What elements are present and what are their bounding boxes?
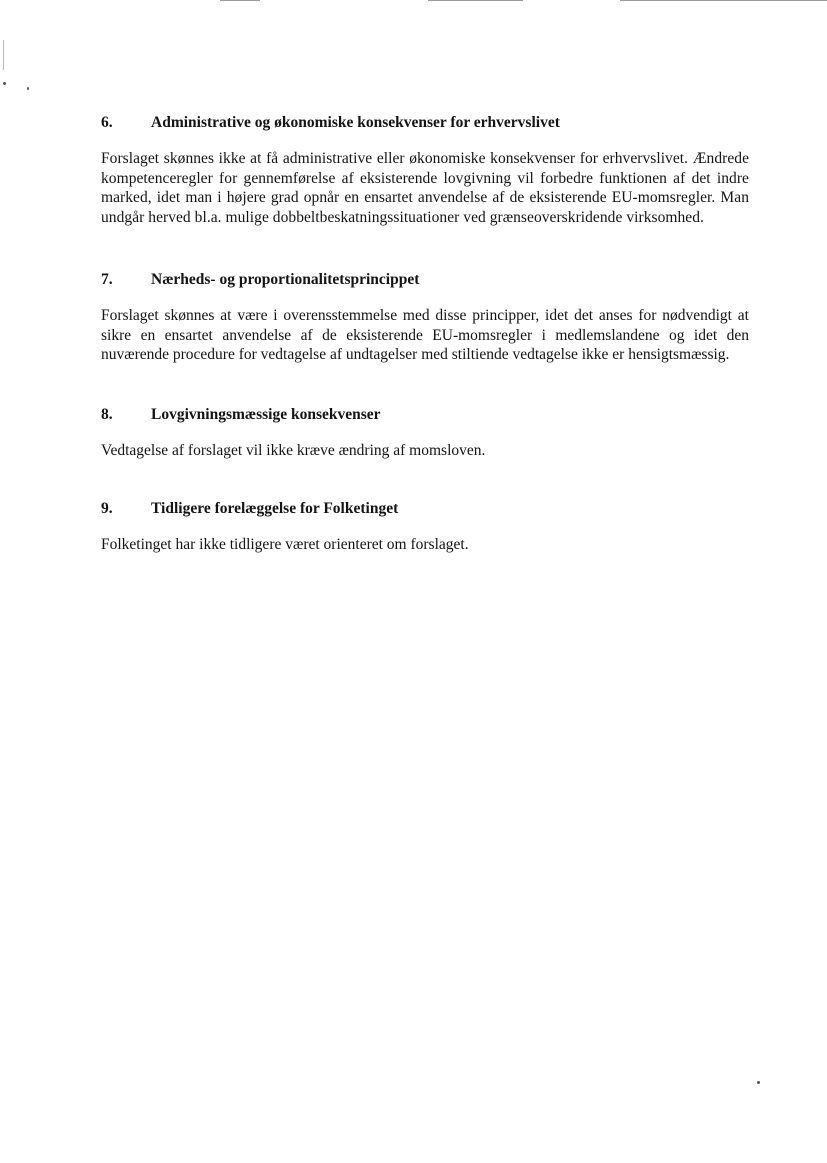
- section-title: Lovgivningsmæssige konsekvenser: [151, 405, 381, 423]
- section-paragraph: Vedtagelse af forslaget vil ikke kræve ændring af momsloven.: [101, 441, 486, 459]
- section-6: [101, 112, 749, 227]
- section-7: [101, 269, 749, 365]
- section-title: Nærheds- og proportionalitetsprincippet: [151, 271, 420, 288]
- section-paragraph: Forslaget skønnes ikke at få administrative eller økonomiske konsekvenser for erhvervslivet. Ændrede kompetenceregler for gennemførelse af eksisterende lovgivning vil forbedre funktionen af det indre marked, idet man i højere grad opnår en ensartet anvendelse af de eksisterende EU-momsregler. Man undgår herved bl.a. mulige dobbeltbeskatningssituationer ved grænseoverskridende virksomhed.: [101, 150, 749, 226]
- section-heading: [101, 404, 749, 426]
- section-8: [101, 404, 749, 461]
- scan-artifact-edge: [3, 40, 4, 70]
- section-heading: [101, 269, 749, 291]
- section-number: 8.: [101, 405, 113, 423]
- section-paragraph: Folketinget har ikke tidligere været orienteret om forslaget.: [101, 536, 469, 553]
- section-number: 9.: [101, 500, 113, 517]
- section-number: 7.: [101, 271, 113, 288]
- section-heading: [101, 498, 749, 520]
- section-paragraph: Forslaget skønnes at være i overensstemmelse med disse principper, idet det anses for nødvendigt at sikre en ensartet anvendelse af de eksisterende EU-momsregler i medlemslandene og idet den nuværende procedure for vedtagelse af undtagelser med stiltiende vedtagelse ikke er hensigtsmæssig.: [101, 307, 749, 363]
- section-title: Tidligere forelæggelse for Folketinget: [151, 500, 399, 517]
- scan-artifact-line: [620, 0, 827, 1]
- section-9: [101, 498, 749, 555]
- document-body: [101, 112, 749, 555]
- scan-speck: [3, 82, 6, 85]
- scan-artifact-line: [220, 0, 260, 1]
- section-heading: [101, 112, 749, 134]
- scan-speck: [27, 87, 29, 90]
- section-title: Administrative og økonomiske konsekvenser for erhvervslivet: [151, 114, 560, 131]
- scan-artifact-line: [428, 0, 523, 1]
- section-number: 6.: [101, 114, 113, 131]
- scan-speck: [757, 1081, 760, 1084]
